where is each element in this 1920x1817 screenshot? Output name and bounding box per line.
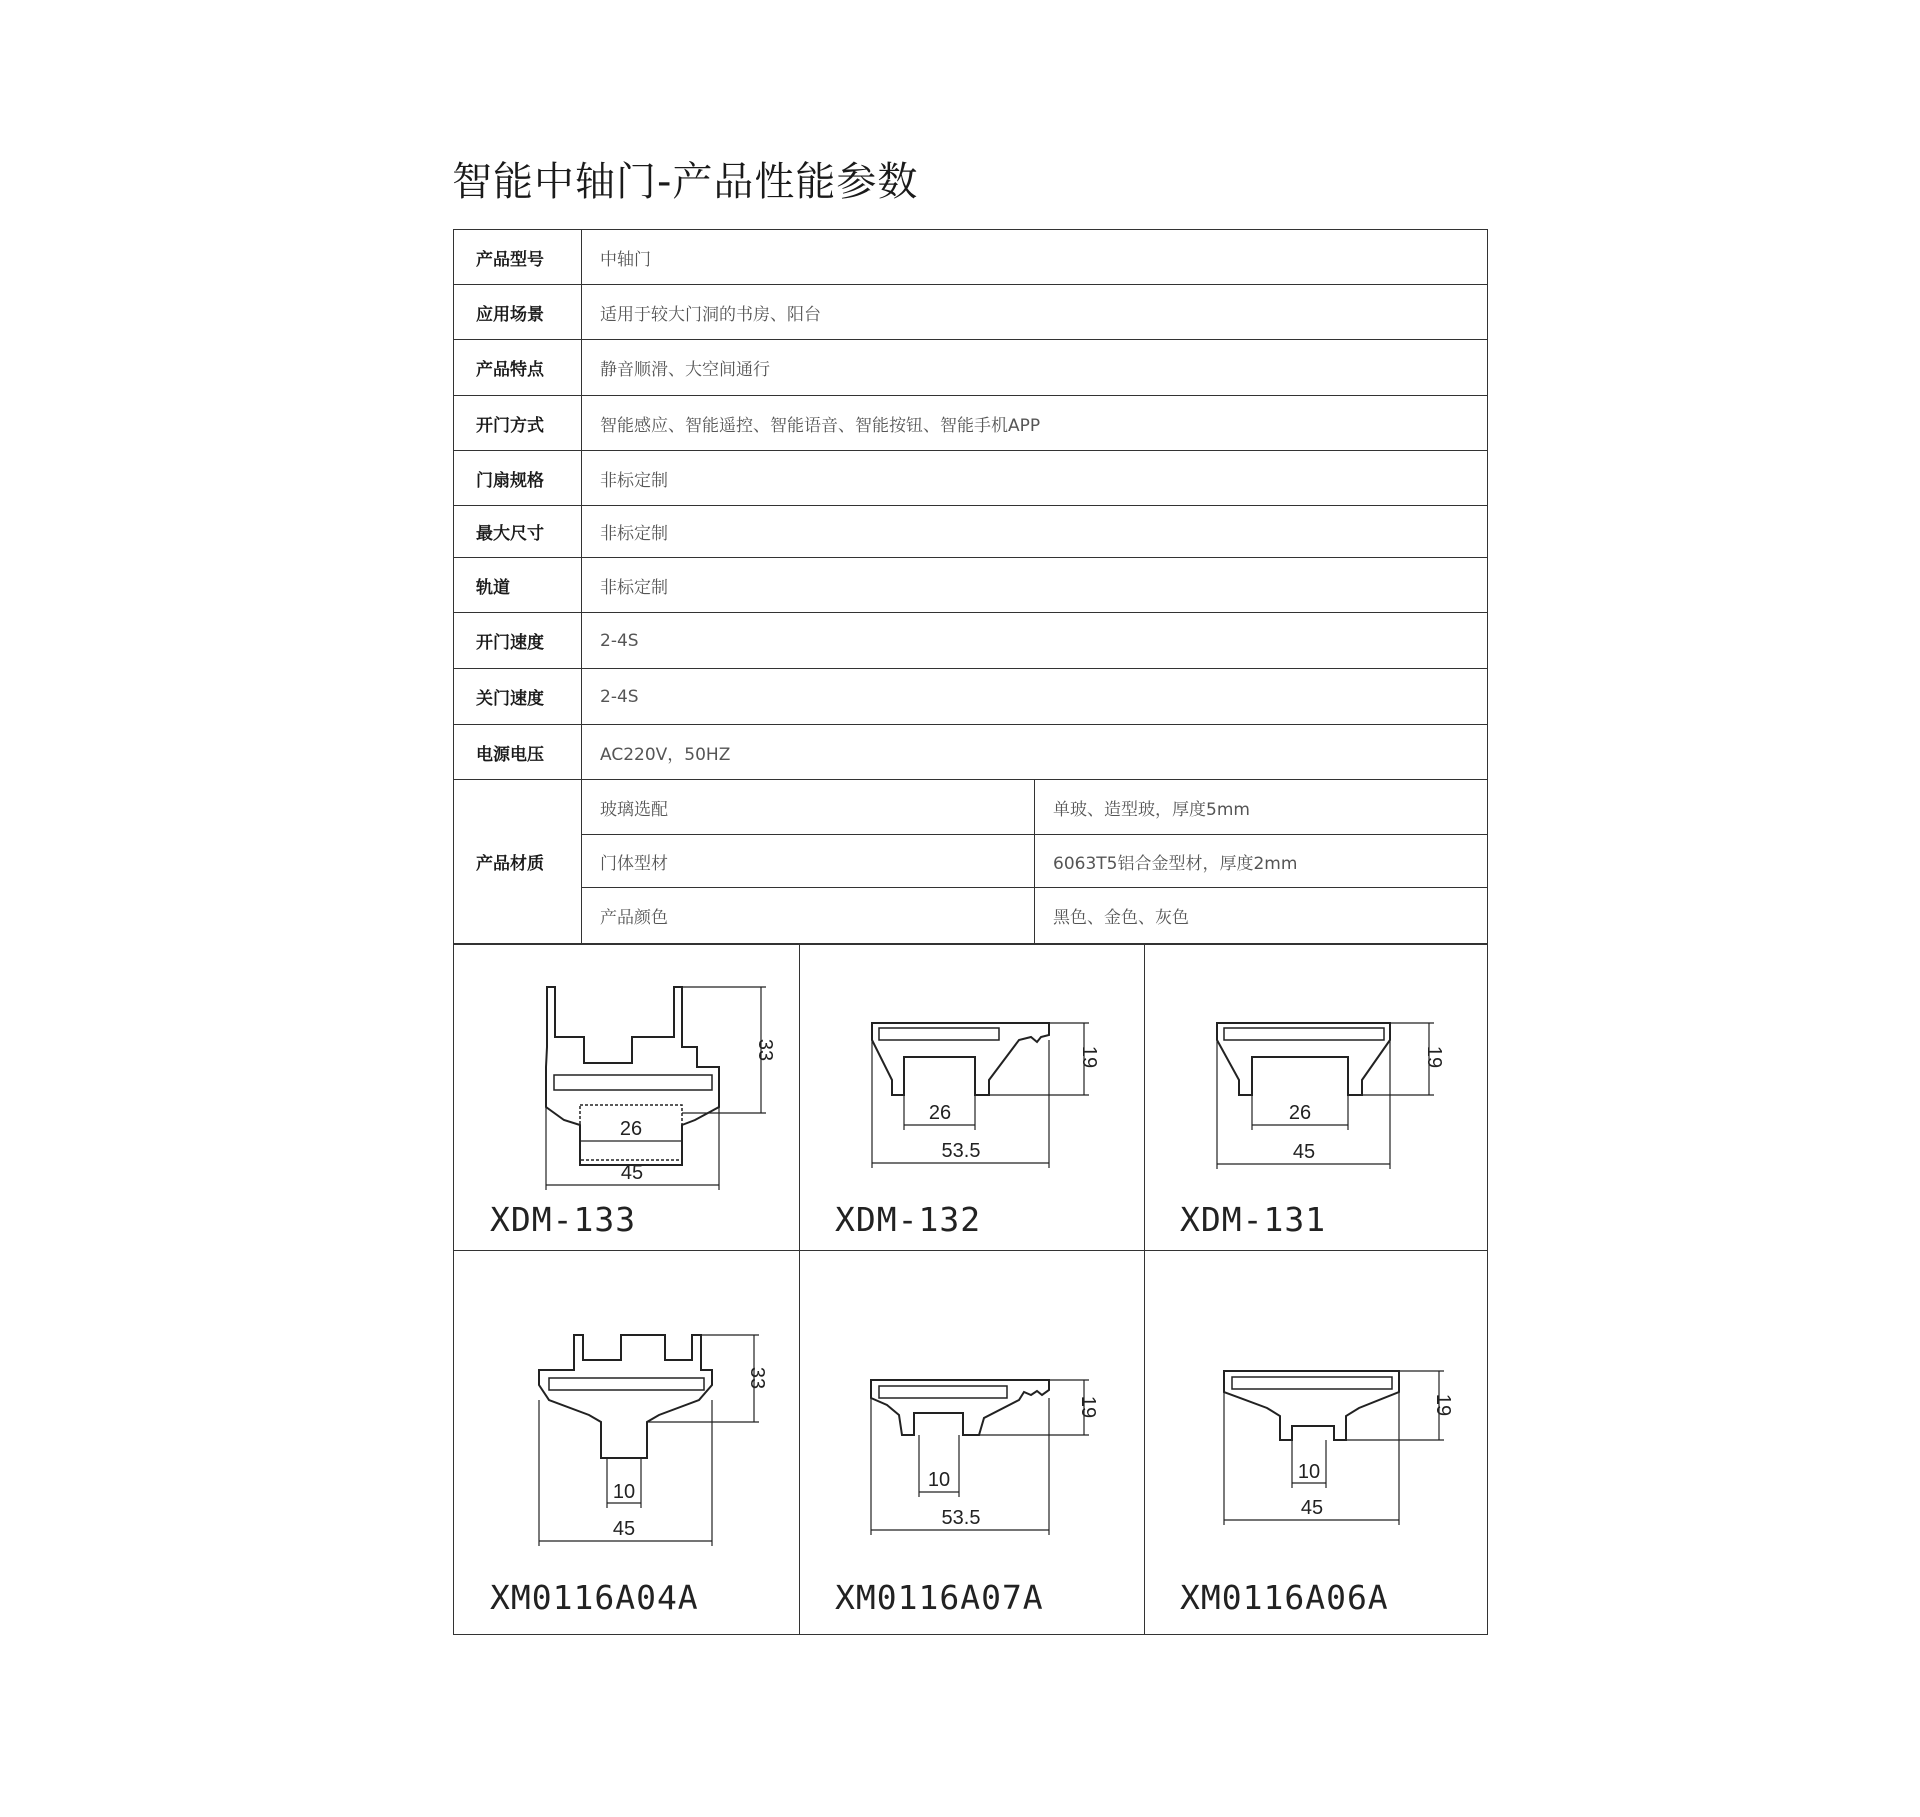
spec-row [454, 669, 1488, 725]
profile-model-label: XM0116A04A [490, 1578, 699, 1617]
material-row [454, 835, 1488, 888]
material-sub-value: 单玻、造型玻，厚度5mm [1035, 780, 1488, 835]
profile-grid [453, 944, 1488, 1635]
spec-row [454, 613, 1488, 669]
profile-model-label: XDM-131 [1180, 1200, 1327, 1239]
dim-width: 45 [620, 1162, 644, 1184]
dim-width: 45 [1300, 1497, 1324, 1519]
dim-inner: 26 [619, 1118, 643, 1140]
spec-value: AC220V，50HZ [582, 725, 1488, 780]
dim-inner: 26 [928, 1102, 952, 1124]
spec-value: 静音顺滑、大空间通行 [582, 340, 1488, 396]
spec-row [454, 340, 1488, 396]
material-sub-label: 玻璃选配 [582, 780, 1035, 835]
spec-row [454, 451, 1488, 506]
spec-label: 门扇规格 [454, 451, 582, 506]
spec-value: 智能感应、智能遥控、智能语音、智能按钮、智能手机APP [582, 396, 1488, 451]
dim-inner: 10 [612, 1481, 636, 1503]
profile-model-label: XM0116A07A [835, 1578, 1044, 1617]
spec-row [454, 558, 1488, 613]
spec-row [454, 396, 1488, 451]
profile-cell-xm0116a07a [799, 1250, 1145, 1634]
material-sub-label: 门体型材 [582, 835, 1035, 888]
dim-inner: 10 [927, 1469, 951, 1491]
dim-height: 19 [1078, 1045, 1100, 1069]
spec-row [454, 230, 1488, 285]
profile-drawing [1144, 1250, 1487, 1634]
page-title: 智能中轴门-产品性能参数 [452, 159, 919, 205]
profile-model-label: XDM-133 [490, 1200, 637, 1239]
spec-label: 应用场景 [454, 285, 582, 340]
dim-height: 33 [746, 1366, 768, 1390]
spec-label: 开门方式 [454, 396, 582, 451]
spec-value: 适用于较大门洞的书房、阳台 [582, 285, 1488, 340]
dim-width: 45 [1292, 1141, 1316, 1163]
profile-model-label: XDM-132 [835, 1200, 982, 1239]
profile-cell-xdm-132 [799, 945, 1145, 1251]
spec-label: 关门速度 [454, 669, 582, 725]
spec-row [454, 725, 1488, 780]
material-row [454, 780, 1488, 835]
dim-height: 19 [1432, 1393, 1454, 1417]
material-sub-value: 6063T5铝合金型材，厚度2mm [1035, 835, 1488, 888]
profile-cell-xdm-133 [454, 945, 800, 1251]
material-label: 产品材质 [454, 780, 582, 944]
spec-label: 产品型号 [454, 230, 582, 285]
profile-drawing [454, 1250, 800, 1634]
dim-inner: 26 [1288, 1102, 1312, 1124]
spec-value: 2-4S [582, 613, 1488, 669]
material-sub-value: 黑色、金色、灰色 [1035, 888, 1488, 944]
spec-row [454, 285, 1488, 340]
spec-value: 2-4S [582, 669, 1488, 725]
spec-row [454, 506, 1488, 558]
dim-width: 53.5 [941, 1140, 981, 1162]
material-sub-label: 产品颜色 [582, 888, 1035, 944]
profile-model-label: XM0116A06A [1180, 1578, 1389, 1617]
spec-table [453, 229, 1488, 944]
dim-height: 33 [754, 1038, 776, 1062]
spec-value: 中轴门 [582, 230, 1488, 285]
spec-value: 非标定制 [582, 451, 1488, 506]
spec-value: 非标定制 [582, 506, 1488, 558]
spec-label: 电源电压 [454, 725, 582, 780]
material-row [454, 888, 1488, 944]
spec-label: 轨道 [454, 558, 582, 613]
profile-drawing [799, 1250, 1145, 1634]
dim-width: 45 [612, 1518, 636, 1540]
dim-width: 53.5 [941, 1507, 981, 1529]
dim-inner: 10 [1297, 1461, 1321, 1483]
spec-value: 非标定制 [582, 558, 1488, 613]
profile-cell-xm0116a04a [454, 1250, 800, 1634]
profile-cell-xdm-131 [1144, 945, 1487, 1251]
dim-height: 19 [1077, 1395, 1099, 1419]
dim-height: 19 [1423, 1045, 1445, 1069]
spec-label: 产品特点 [454, 340, 582, 396]
profile-cell-xm0116a06a [1144, 1250, 1487, 1634]
spec-label: 开门速度 [454, 613, 582, 669]
spec-label: 最大尺寸 [454, 506, 582, 558]
